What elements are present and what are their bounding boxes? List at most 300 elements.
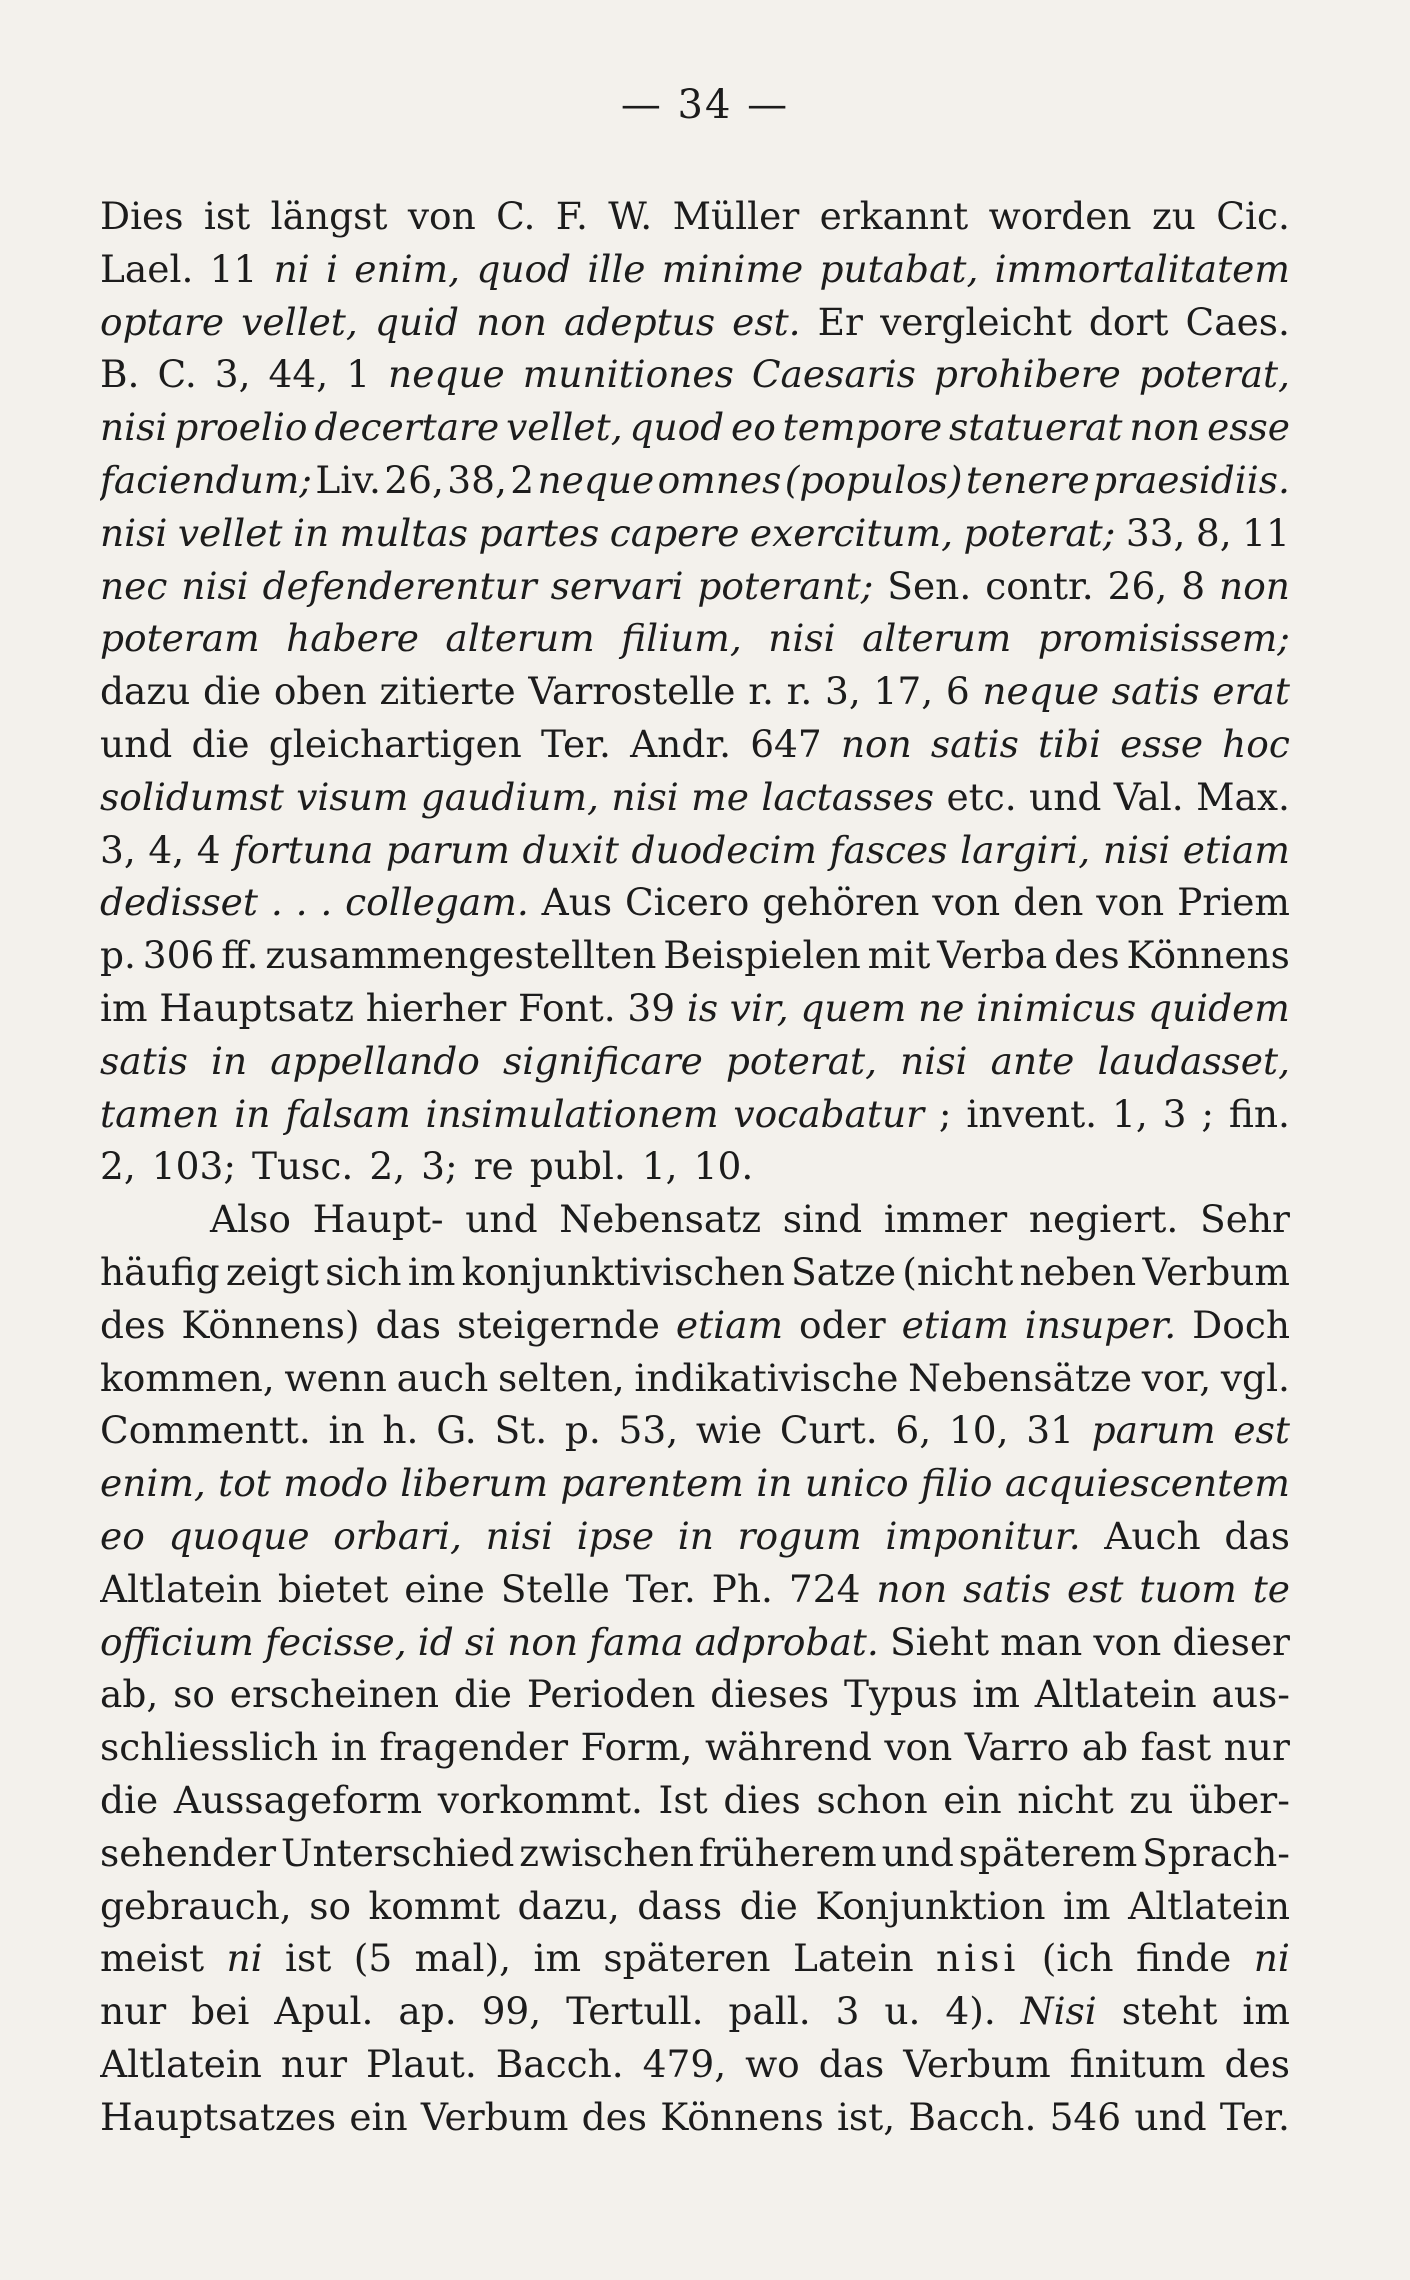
word: Sieht xyxy=(889,1619,990,1664)
latin-word: dedisset xyxy=(100,880,258,925)
word: von xyxy=(932,880,1001,925)
latin-word: proelio xyxy=(174,405,308,450)
word: Perioden xyxy=(526,1672,696,1717)
latin-word: satis xyxy=(100,1038,188,1083)
text-line xyxy=(100,1721,1290,1774)
word: r. xyxy=(786,669,813,714)
latin-word: insuper. xyxy=(1024,1302,1177,1347)
word: ab, xyxy=(100,1672,159,1717)
latin-word: est. xyxy=(732,299,801,344)
word: 10. xyxy=(693,1144,754,1189)
word: vgl. xyxy=(1220,1355,1290,1400)
latin-word: tenere xyxy=(965,457,1090,502)
word: meist xyxy=(100,1936,205,1981)
word: 3 xyxy=(835,1989,860,2034)
latin-word: poterat, xyxy=(1138,352,1290,397)
latin-word: poterat, xyxy=(725,1038,878,1083)
latin-word: tot xyxy=(218,1461,271,1506)
word: Commentt. xyxy=(100,1408,311,1453)
word: sich xyxy=(325,1249,402,1294)
word: ; xyxy=(1201,1091,1214,1136)
latin-word: adprobat. xyxy=(694,1619,879,1664)
word: ab xyxy=(1081,1725,1129,1770)
word: Altlatein xyxy=(1128,1883,1290,1928)
word: die xyxy=(453,1672,513,1717)
word: Beispielen xyxy=(663,933,861,978)
latin-word: gaudium, xyxy=(420,774,599,819)
word: Bacch. xyxy=(495,2041,624,2086)
latin-word: est xyxy=(1067,1566,1124,1611)
word: Latein xyxy=(792,1936,914,1981)
text-line xyxy=(100,929,1290,982)
latin-word: non xyxy=(507,1619,579,1664)
latin-word: ipse xyxy=(576,1513,655,1558)
latin-word: parum xyxy=(1091,1408,1216,1453)
word: Ph. xyxy=(711,1566,773,1611)
latin-word: nisi xyxy=(768,616,836,661)
latin-word: largiri, xyxy=(960,827,1091,872)
latin-word: defenderentur xyxy=(262,563,537,608)
word: in xyxy=(330,1725,367,1770)
latin-word: quem xyxy=(800,985,907,1030)
text-line xyxy=(100,1616,1290,1669)
latin-word: neque xyxy=(537,457,655,502)
word: negiert. xyxy=(1028,1197,1179,1242)
latin-word: nisi xyxy=(611,774,679,819)
latin-word: promisissem; xyxy=(1037,616,1290,661)
word: im xyxy=(1063,1883,1111,1928)
word: ; xyxy=(938,1091,952,1136)
word: Hauptsatz xyxy=(159,985,354,1030)
latin-word: duodecim xyxy=(631,827,817,872)
latin-word: non xyxy=(840,721,912,766)
word: von xyxy=(884,1725,953,1770)
latin-word: filio xyxy=(920,1461,993,1506)
word: hierher xyxy=(365,985,507,1030)
word: 11 xyxy=(1242,510,1290,555)
word: vor, xyxy=(1141,1355,1212,1400)
latin-word: tamen xyxy=(100,1091,220,1136)
latin-word: nisi xyxy=(181,563,249,608)
word: ein xyxy=(943,1777,1002,1822)
word: r. xyxy=(748,669,774,714)
latin-word: decertare xyxy=(314,405,500,450)
latin-word: etiam xyxy=(675,1302,784,1347)
word: im xyxy=(533,1936,582,1981)
word: und xyxy=(100,721,173,766)
word: zeigt xyxy=(225,1249,319,1294)
word: Nebensätze xyxy=(908,1355,1133,1400)
text-line xyxy=(100,2038,1290,2091)
word: Müller xyxy=(672,194,800,238)
word: und xyxy=(1134,2094,1207,2139)
latin-word: est xyxy=(1233,1408,1290,1453)
word: 6 xyxy=(945,669,970,714)
latin-word: erat xyxy=(1212,669,1290,714)
word: im xyxy=(1242,1989,1290,2034)
word: und xyxy=(1029,774,1102,819)
word: finde xyxy=(1135,1936,1232,1981)
latin-word: capere xyxy=(609,510,740,555)
word: 4 xyxy=(196,827,221,872)
latin-word: id xyxy=(417,1619,454,1664)
latin-word: putabat, xyxy=(819,246,979,291)
latin-word: esse xyxy=(1120,721,1204,766)
word: des xyxy=(581,2094,648,2139)
word: Aus xyxy=(541,880,613,925)
word: etc. xyxy=(946,774,1017,819)
text-line xyxy=(100,1510,1290,1563)
latin-word: poterat; xyxy=(963,510,1116,555)
latin-word: parum xyxy=(385,827,510,872)
word: längst xyxy=(270,194,388,238)
latin-word: imponitur. xyxy=(885,1513,1081,1558)
word: die xyxy=(202,669,262,714)
text-line xyxy=(100,982,1290,1035)
word: so xyxy=(173,1672,215,1717)
latin-word: statuerat xyxy=(949,405,1123,450)
text-line xyxy=(100,1193,1290,1246)
latin-word: nisi xyxy=(900,1038,968,1083)
word: das xyxy=(1224,1513,1290,1558)
word: 4, xyxy=(148,827,185,872)
word: die xyxy=(739,1883,798,1928)
word: Apul. xyxy=(274,1989,374,2034)
word: oben xyxy=(273,669,367,714)
word: des xyxy=(1224,2041,1290,2086)
latin-word: minime xyxy=(661,246,804,291)
latin-word: in xyxy=(211,1038,248,1083)
word: Cic. xyxy=(1216,194,1290,238)
latin-word: tempore xyxy=(782,405,943,450)
word: auch xyxy=(396,1355,489,1400)
word: 99, xyxy=(481,1989,542,2034)
word: B. xyxy=(100,352,140,397)
latin-word: solidumst xyxy=(100,774,284,819)
text-line xyxy=(100,771,1290,824)
word: p. xyxy=(564,1408,601,1453)
word: Altlatein xyxy=(100,1566,262,1611)
word: neben xyxy=(1019,1249,1137,1294)
word: und xyxy=(465,1197,538,1242)
word: 39 xyxy=(627,985,676,1030)
word: schliesslich xyxy=(100,1725,319,1770)
text-line xyxy=(100,824,1290,877)
word: Lael. xyxy=(100,246,194,291)
word: contr. xyxy=(985,563,1094,608)
word: finitum xyxy=(1069,2041,1206,2086)
word: fast xyxy=(1140,1725,1212,1770)
latin-word: non xyxy=(1219,563,1290,608)
word: W. xyxy=(608,194,653,238)
latin-word: fasces xyxy=(829,827,948,872)
text-line xyxy=(100,243,1290,296)
word: nur xyxy=(1223,1725,1290,1770)
word: Priem xyxy=(1177,880,1290,925)
word: gebrauch, xyxy=(100,1883,292,1928)
word: Tusc. xyxy=(252,1144,354,1189)
word: 3, xyxy=(214,352,251,397)
latin-word: praesidiis. xyxy=(1093,457,1290,502)
text-line xyxy=(100,507,1290,560)
text-line xyxy=(100,560,1290,613)
latin-word: Nisi xyxy=(1020,1989,1097,2034)
word: Varrostelle xyxy=(528,669,736,714)
latin-word: acquiescentem xyxy=(1004,1461,1290,1506)
word: Dies xyxy=(100,194,184,238)
word: im xyxy=(972,1672,1020,1717)
latin-word: collegam. xyxy=(345,880,529,925)
word: erkannt xyxy=(819,194,969,238)
word: 11 xyxy=(209,246,258,291)
word: früherem xyxy=(698,1830,877,1875)
word: Auch xyxy=(1104,1513,1201,1558)
latin-word: faciendum; xyxy=(100,457,312,502)
text-line xyxy=(100,1352,1290,1405)
word: des xyxy=(100,1302,166,1347)
latin-word: quoque xyxy=(168,1513,310,1558)
word: 2, xyxy=(100,1144,136,1189)
latin-word: significare xyxy=(502,1038,703,1083)
latin-word: etiam xyxy=(1182,827,1290,872)
word: Varro xyxy=(964,1725,1070,1770)
word: Ter. xyxy=(540,721,611,766)
latin-word: immortalitatem xyxy=(994,246,1290,291)
latin-word: optare xyxy=(100,299,225,344)
word: 306 xyxy=(142,933,215,978)
text-line xyxy=(100,612,1290,665)
word: den xyxy=(1013,880,1084,925)
word: eine xyxy=(404,1566,485,1611)
word: von xyxy=(407,194,476,238)
latin-word: . xyxy=(320,880,333,925)
latin-word: ante xyxy=(990,1038,1075,1083)
word: die xyxy=(191,721,250,766)
text-line xyxy=(100,401,1290,454)
latin-word: ille xyxy=(587,246,646,291)
word: Unterschied xyxy=(280,1830,515,1875)
word: mal), xyxy=(414,1936,512,1981)
word: bietet xyxy=(277,1566,389,1611)
word: Verbum xyxy=(903,2041,1051,2086)
word: wo xyxy=(745,2041,800,2086)
latin-word: in xyxy=(234,1091,271,1136)
text-line xyxy=(100,1246,1290,1299)
text-line xyxy=(100,1563,1290,1616)
word: 10, xyxy=(948,1408,1009,1453)
word: so xyxy=(309,1883,352,1928)
word: Liv. xyxy=(315,457,381,502)
word: Verba xyxy=(937,933,1048,978)
body-text xyxy=(100,190,1290,2143)
word: in xyxy=(328,1408,365,1453)
latin-word: me xyxy=(691,774,749,819)
text-line xyxy=(100,454,1290,507)
latin-word: neque xyxy=(388,352,505,397)
word: wenn xyxy=(284,1355,387,1400)
word: aus- xyxy=(1211,1672,1290,1717)
word: bei xyxy=(191,1989,250,2034)
latin-word: fama xyxy=(589,1619,684,1664)
latin-word: unico xyxy=(804,1461,909,1506)
word: dies xyxy=(723,1777,801,1822)
word: steht xyxy=(1121,1989,1218,2034)
page-number: — 34 — xyxy=(620,82,790,128)
latin-word: satis xyxy=(930,721,1019,766)
word: Ist xyxy=(658,1777,708,1822)
latin-word: habere xyxy=(286,616,419,661)
word: Caes. xyxy=(1185,299,1290,344)
word: wie xyxy=(695,1408,763,1453)
word: nisi xyxy=(936,1936,1020,1981)
word: Altlatein xyxy=(1034,1672,1197,1717)
latin-word: . xyxy=(295,880,308,925)
latin-word: multas xyxy=(339,510,468,555)
latin-word: fecisse, xyxy=(264,1619,407,1664)
word: Altlatein xyxy=(100,2041,262,2086)
word: Sehr xyxy=(1200,1197,1290,1242)
word: 479, xyxy=(642,2041,727,2086)
word: (nicht xyxy=(902,1249,1014,1294)
latin-word: in xyxy=(677,1513,714,1558)
word: Bacch. xyxy=(908,2094,1037,2139)
latin-word: modo xyxy=(283,1461,388,1506)
latin-word: in xyxy=(756,1461,793,1506)
text-line xyxy=(100,1985,1290,2038)
word: das xyxy=(818,2041,885,2086)
text-line xyxy=(100,1035,1290,1088)
latin-word: duxit xyxy=(522,827,619,872)
latin-word: prohibere xyxy=(933,352,1121,397)
latin-word: non xyxy=(476,299,547,344)
word: ist, xyxy=(836,2094,896,2139)
latin-word: ni xyxy=(1253,1936,1290,1981)
latin-word: i xyxy=(326,246,338,291)
text-line xyxy=(100,1774,1290,1827)
text-line xyxy=(100,1932,1290,1985)
word: 2 xyxy=(510,457,535,502)
word: Könnens xyxy=(1126,933,1290,978)
word: 3, xyxy=(825,669,861,714)
word: im xyxy=(100,985,148,1030)
latin-word: (populos) xyxy=(784,457,963,502)
word: Max. xyxy=(1196,774,1290,819)
latin-word: adeptus xyxy=(564,299,716,344)
latin-word: ne xyxy=(918,985,965,1030)
word: Ter. xyxy=(1219,2094,1290,2139)
latin-word: falsam xyxy=(285,1091,411,1136)
word: Cicero xyxy=(624,880,750,925)
word: fragender xyxy=(379,1725,569,1770)
latin-word: satis xyxy=(963,1566,1052,1611)
word: 1 xyxy=(346,352,371,397)
word: sehender xyxy=(100,1830,277,1875)
text-line xyxy=(100,1140,1290,1193)
word: dieser xyxy=(1172,1619,1290,1664)
word: kommt xyxy=(368,1883,501,1928)
latin-word: vellet, xyxy=(241,299,358,344)
text-line xyxy=(100,1404,1290,1457)
word: dass xyxy=(637,1883,723,1928)
word: 31 xyxy=(1026,1408,1074,1453)
word: vergleicht xyxy=(880,299,1072,344)
word: 8 xyxy=(1181,563,1206,608)
latin-word: lactasses xyxy=(761,774,935,819)
word: 1, xyxy=(641,1144,678,1189)
word: späterem xyxy=(958,1830,1138,1875)
word: immer xyxy=(883,1197,1008,1242)
latin-word: hoc xyxy=(1222,721,1290,766)
latin-word: munitiones xyxy=(522,352,734,397)
word: St. xyxy=(494,1408,548,1453)
latin-word: quod xyxy=(629,405,725,450)
word: Verbum xyxy=(1142,1249,1290,1294)
word: zu xyxy=(1151,194,1196,238)
latin-word: satis xyxy=(1111,669,1200,714)
word: pall. xyxy=(728,1989,811,2034)
word: re xyxy=(473,1144,514,1189)
word: nicht xyxy=(1017,1777,1114,1822)
latin-word: quod xyxy=(476,246,572,291)
latin-word: alterum xyxy=(445,616,595,661)
word: 3 xyxy=(1162,1091,1187,1136)
latin-word: partes xyxy=(478,510,600,555)
word: zu xyxy=(1129,1777,1174,1822)
latin-word: neque xyxy=(982,669,1100,714)
word: ist xyxy=(203,194,251,238)
latin-word: tuom xyxy=(1139,1566,1237,1611)
word: 6, xyxy=(895,1408,932,1453)
word: ein xyxy=(349,2094,408,2139)
latin-word: poteram xyxy=(100,616,260,661)
word: worden xyxy=(988,194,1132,238)
word: Stelle xyxy=(500,1566,610,1611)
word: während xyxy=(704,1725,872,1770)
word: 647 xyxy=(750,721,822,766)
latin-word: alterum xyxy=(862,616,1012,661)
latin-word: parentem xyxy=(560,1461,744,1506)
word: Val. xyxy=(1113,774,1184,819)
word: nur xyxy=(100,1989,167,2034)
latin-word: vellet xyxy=(177,510,283,555)
latin-word: servari xyxy=(550,563,684,608)
word: das xyxy=(375,1302,442,1347)
word: dort xyxy=(1088,299,1169,344)
word: u. xyxy=(884,1989,921,2034)
word: F. xyxy=(555,194,588,238)
word: Sen. xyxy=(887,563,972,608)
latin-word: esse xyxy=(1207,405,1290,450)
word: schon xyxy=(816,1777,928,1822)
latin-word: filium, xyxy=(621,616,742,661)
latin-word: vellet, xyxy=(506,405,623,450)
word: Andr. xyxy=(630,721,732,766)
word: Aussageform xyxy=(173,1777,423,1822)
latin-word: . xyxy=(270,880,283,925)
text-line xyxy=(100,1880,1290,1933)
latin-word: eo xyxy=(731,405,776,450)
word: ap. xyxy=(398,1989,457,2034)
word: Haupt- xyxy=(312,1197,444,1242)
word: über- xyxy=(1188,1777,1290,1822)
word: nur xyxy=(280,2041,348,2086)
word: 2, xyxy=(369,1144,406,1189)
text-line xyxy=(100,2091,1290,2144)
latin-word: nisi xyxy=(100,510,168,555)
word: publ. xyxy=(529,1144,626,1189)
word: 4). xyxy=(945,1989,996,2034)
word: dazu xyxy=(100,669,191,714)
